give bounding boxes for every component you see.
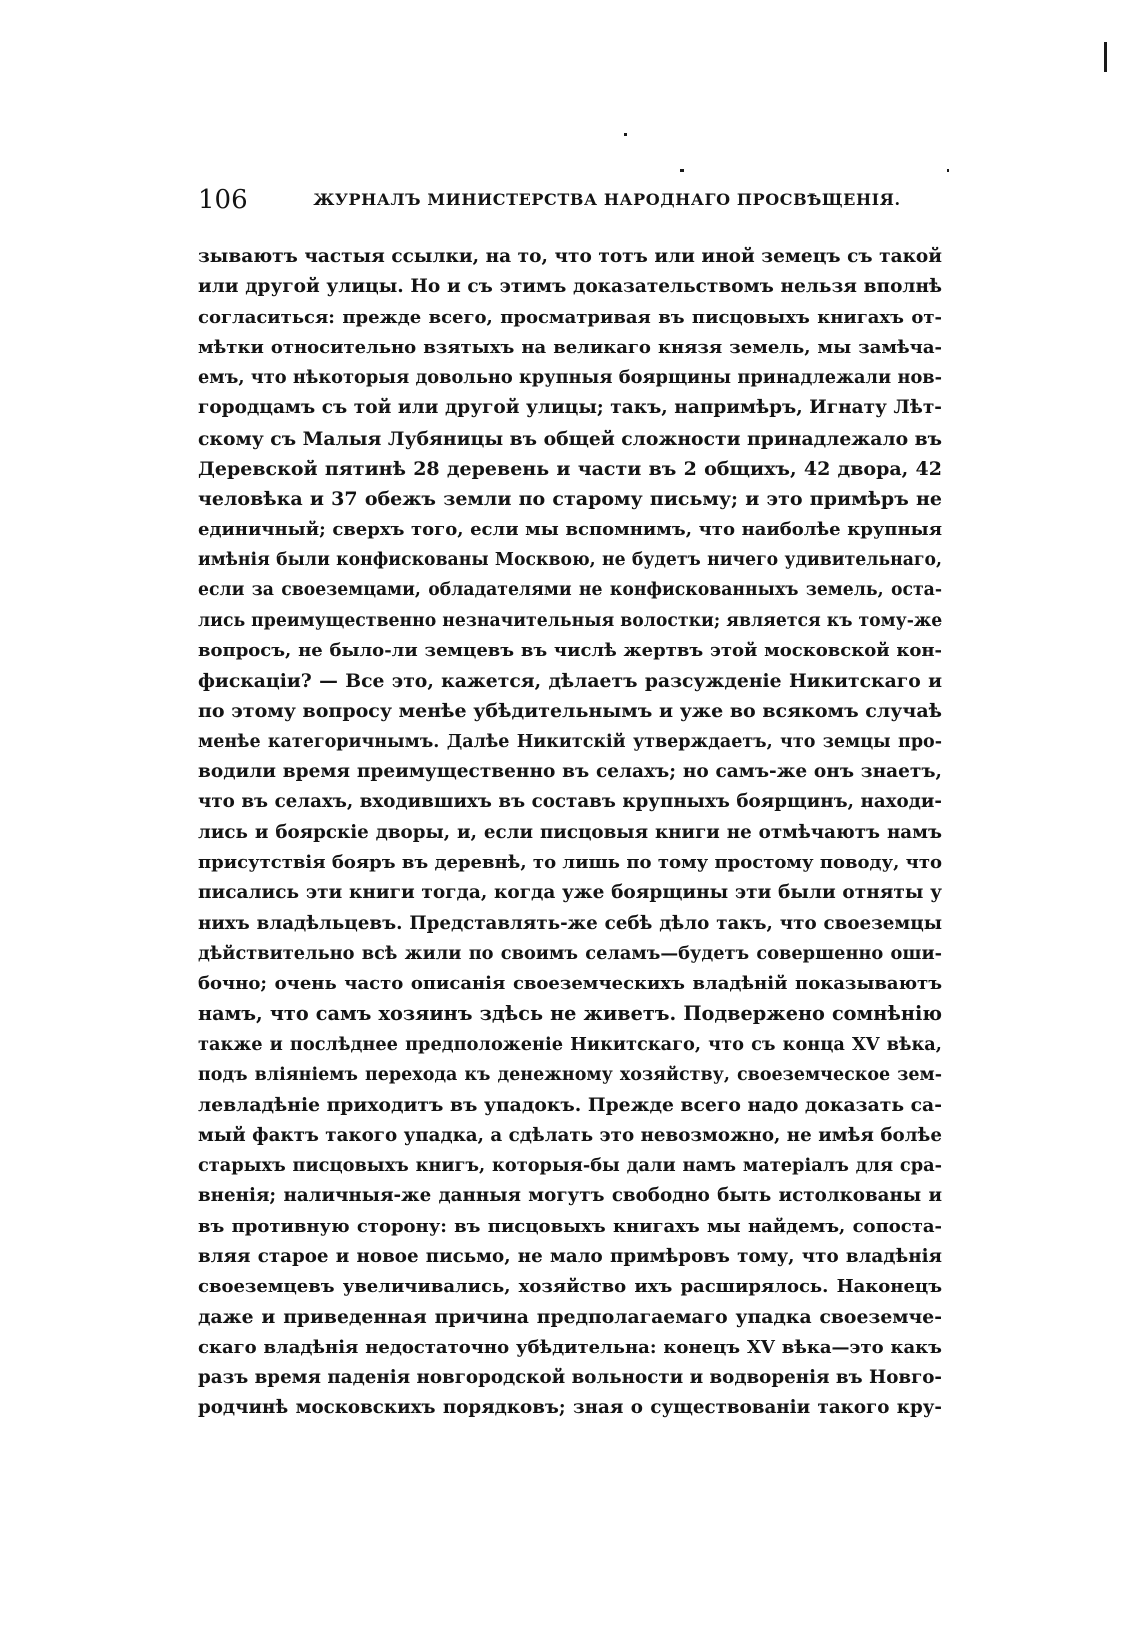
- text-line: фискаціи? — Все это, кажется, дѣлаетъ разсужденіе Никитскаго и: [198, 670, 942, 693]
- text-line: скаго владѣнія недостаточно убѣдительна: конецъ XV вѣка—это какъ: [198, 1336, 942, 1358]
- text-line: писались эти книги тогда, когда уже боярщины эти были отняты у: [198, 882, 942, 904]
- text-line: если за своеземцами, обладателями не конфискованныхъ земель, оста-: [198, 580, 942, 601]
- scan-speck: [680, 169, 684, 172]
- text-line: по этому вопросу менѣе убѣдительнымъ и уже во всякомъ случаѣ: [198, 700, 942, 723]
- text-line: родчинѣ московскихъ порядковъ; зная о существованіи такого кру-: [198, 1397, 942, 1419]
- page-header: [198, 183, 942, 217]
- text-line: вопросъ, не было-ли земцевъ въ числѣ жертвъ этой московской кон-: [198, 639, 942, 661]
- text-line: лись преимущественно незначительныя волостки; является къ тому-же: [198, 610, 943, 631]
- text-line: скому съ Малыя Лубяницы въ общей сложности принадлежало въ: [198, 427, 943, 450]
- text-line: зываютъ частыя ссылки, на то, что тотъ или иной земецъ съ такой: [198, 246, 942, 267]
- text-line: мѣтки относительно взятыхъ на великаго князя земель, мы замѣча-: [198, 336, 942, 358]
- text-line: мый фактъ такого упадка, а сдѣлать это невозможно, не имѣя болѣе: [198, 1124, 942, 1146]
- text-line: имѣнія были конфискованы Москвою, не будетъ ничего удивительнаго,: [198, 549, 942, 570]
- text-line: городцамъ съ той или другой улицы; такъ, напримѣръ, Игнату Лѣт-: [198, 397, 942, 419]
- text-line: левладѣніе приходитъ въ упадокъ. Прежде всего надо доказать са-: [198, 1094, 942, 1117]
- text-line: Деревской пятинѣ 28 деревень и части въ 2 общихъ, 42 двора, 42: [198, 458, 942, 481]
- text-line: согласиться: прежде всего, просматривая въ писцовыхъ книгахъ от-: [198, 306, 942, 328]
- running-title: ЖУРНАЛЪ МИНИСТЕРСТВА НАРОДНАГО ПРОСВѢЩЕНІЯ.: [313, 190, 901, 209]
- text-line: нихъ владѣльцевъ. Представлять-же себѣ дѣло такъ, что своеземцы: [198, 912, 942, 934]
- text-line: человѣка и 37 обежъ земли по старому письму; и это примѣръ не: [198, 488, 942, 511]
- text-line: менѣе категоричнымъ. Далѣе Никитскій утверждаетъ, что земцы про-: [198, 731, 942, 752]
- scan-speck: [947, 169, 949, 172]
- text-line: вляя старое и новое письмо, не мало примѣровъ тому, что владѣнія: [198, 1245, 942, 1267]
- text-line: намъ, что самъ хозяинъ здѣсь не живетъ. Подвержено сомнѣнію: [198, 1002, 942, 1026]
- text-line: подъ вліяніемъ перехода къ денежному хозяйству, своеземческое зем-: [198, 1065, 942, 1086]
- text-line: что въ селахъ, входившихъ въ составъ крупныхъ боярщинъ, находи-: [198, 791, 942, 813]
- text-line: присутствія бояръ въ деревнѣ, то лишь по тому простому поводу, что: [198, 851, 942, 873]
- text-line: дѣйствительно всѣ жили по своимъ селамъ—будетъ совершенно оши-: [198, 942, 942, 964]
- text-line: емъ, что нѣкоторыя довольно крупныя боярщины принадлежали нов-: [198, 367, 942, 389]
- text-line: своеземцевъ увеличивались, хозяйство ихъ расширялось. Наконецъ: [198, 1276, 942, 1298]
- text-line: вненія; наличныя-же данныя могутъ свободно быть истолкованы и: [198, 1185, 942, 1207]
- scan-edge-mark: [1104, 42, 1107, 72]
- text-line: въ противную сторону: въ писцовыхъ книгахъ мы найдемъ, сопоста-: [198, 1215, 942, 1237]
- text-line: или другой улицы. Но и съ этимъ доказательствомъ нельзя вполнѣ: [198, 276, 942, 298]
- text-line: даже и приведенная причина предполагаемаго упадка своеземче-: [198, 1306, 942, 1329]
- text-line: бочно; очень часто описанія своеземческихъ владѣній показываютъ: [198, 973, 942, 995]
- text-line: лись и боярскіе дворы, и, если писцовыя книги не отмѣчаютъ намъ: [198, 821, 942, 843]
- text-line: также и послѣднее предположеніе Никитскаго, что съ конца XV вѣка,: [198, 1033, 942, 1055]
- text-line: старыхъ писцовыхъ книгъ, которыя-бы дали намъ матеріалъ для сра-: [198, 1154, 942, 1176]
- text-line: единичный; сверхъ того, если мы вспомнимъ, что наиболѣе крупныя: [198, 518, 942, 540]
- text-line: разъ время паденія новгородской вольности и водворенія въ Новго-: [198, 1366, 942, 1388]
- page-number: 106: [198, 185, 248, 215]
- scan-speck: [624, 133, 627, 136]
- body-text: [198, 242, 942, 1424]
- text-line: водили время преимущественно въ селахъ; но самъ-же онъ знаетъ,: [198, 761, 942, 783]
